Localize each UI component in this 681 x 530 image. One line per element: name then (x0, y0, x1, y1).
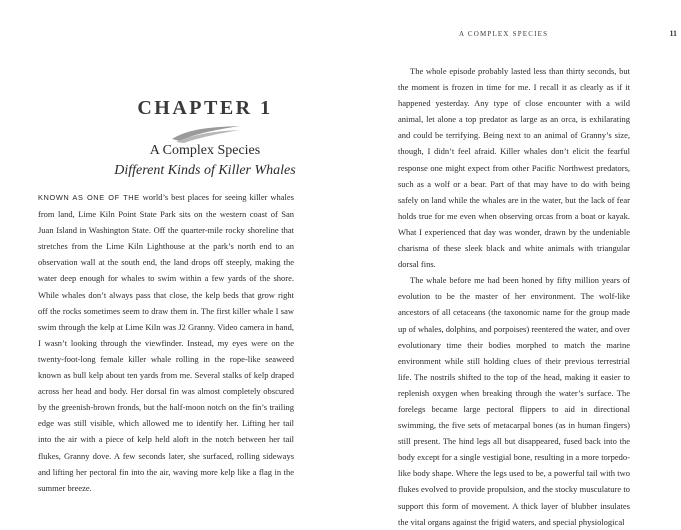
left-page (0, 0, 333, 500)
right-body-text (398, 63, 630, 530)
paragraph: The whale before me had been honed by fifty million years of evolution to be the master of her environment. The wolf-like ancestors of all cetaceans (the taxonomic name for the group made up of whales, dolphins, and porpoises) reentered the water, and over evolutionary time their bodies morphed to match the marine environment while still holding clues of their previous terrestrial life. The nostrils shifted to the top of the head, making it easier to replenish oxygen when breaking through the water’s surface. The forelegs became large pectoral flippers to aid in directional swimming, the five sets of metacarpal bones (as in human fingers) still present. The hind legs all but disappeared, fused back into the body except for a single vestigial bone, resulting in a more torpedo-like body shape. Where the legs used to be, a powerful tail with two flukes evolved to provide propulsion, and the stocky musculature to support this form of movement. A thick layer of blubber insulates the vital organs against the frigid waters, and special physiological (398, 275, 630, 527)
chapter-subtitle: Different Kinds of Killer Whales (114, 163, 296, 178)
lead-in-smallcaps: KNOWN AS ONE OF THE (38, 193, 140, 202)
paragraph: The whole episode probably lasted less than thirty seconds, but the moment is frozen in time for me. I recall it as clearly as if it happened yesterday. Any type of close encounter with a wild animal, let alone a top predator as large as an orca, is exhilarating and could be terrifying. Being next to an animal of Granny’s size, though, I didn’t feel afraid. Killer whales don’t elicit the fearful response one might expect from other Pacific Northwest predators, such as a wolf or a bear. Part of that may have to do with being safely on land while the whales are in the water, but the lack of fear holds true for me even when observing orcas from a boat or kayak. What I experienced that day was wonder, drawn by the undeniable charisma of these sleek black and white animals with triangular dorsal fins. (398, 66, 630, 270)
opening-paragraph-text: world’s best places for seeing killer whales from land, Lime Kiln Point State Park sits on the western coast of San Juan Island in Washington State. Off the quarter-mile rocky shoreline that stretches from the Lime Kiln Lighthouse at the park’s north end to an observation wall at the south end, the land drops off steeply, making the water deep enough for whales to swim within a few yards of the shore. While whales don’t always pass that close, the kelp beds that grow right off the rocks sometimes seem to draw them in. The first killer whale I saw swim through the kelp at Lime Kiln was J2 Granny. Video camera in hand, I wasn’t looking through the viewfinder. Instead, my eyes were on the twenty-foot-long female killer whale rolling in the rope-like seaweed known as bull kelp about ten yards from me. Several stalks of kelp draped across her head and body. Her dorsal fin was almost completely obscured by the greenish-brown fronds, but the half-moon notch on the fin’s trailing edge was still visible, which allowed me to identify her. Lifting her tail into the air with a piece of kelp held aloft in the notch between her tail flukes, Granny dove. A few seconds later, she surfaced, rolling sideways and lifting her pectoral fin into the air, waving more kelp like a flag in the summer breeze. (38, 192, 294, 493)
chapter-title: A Complex Species (149, 143, 261, 158)
opening-paragraph (38, 189, 294, 496)
left-body-text (38, 189, 294, 496)
running-head-title: A COMPLEX SPECIES (459, 30, 549, 38)
swoosh-ornament-icon (170, 124, 242, 144)
page-number: 11 (669, 29, 677, 38)
chapter-number: CHAPTER 1 (137, 97, 273, 119)
